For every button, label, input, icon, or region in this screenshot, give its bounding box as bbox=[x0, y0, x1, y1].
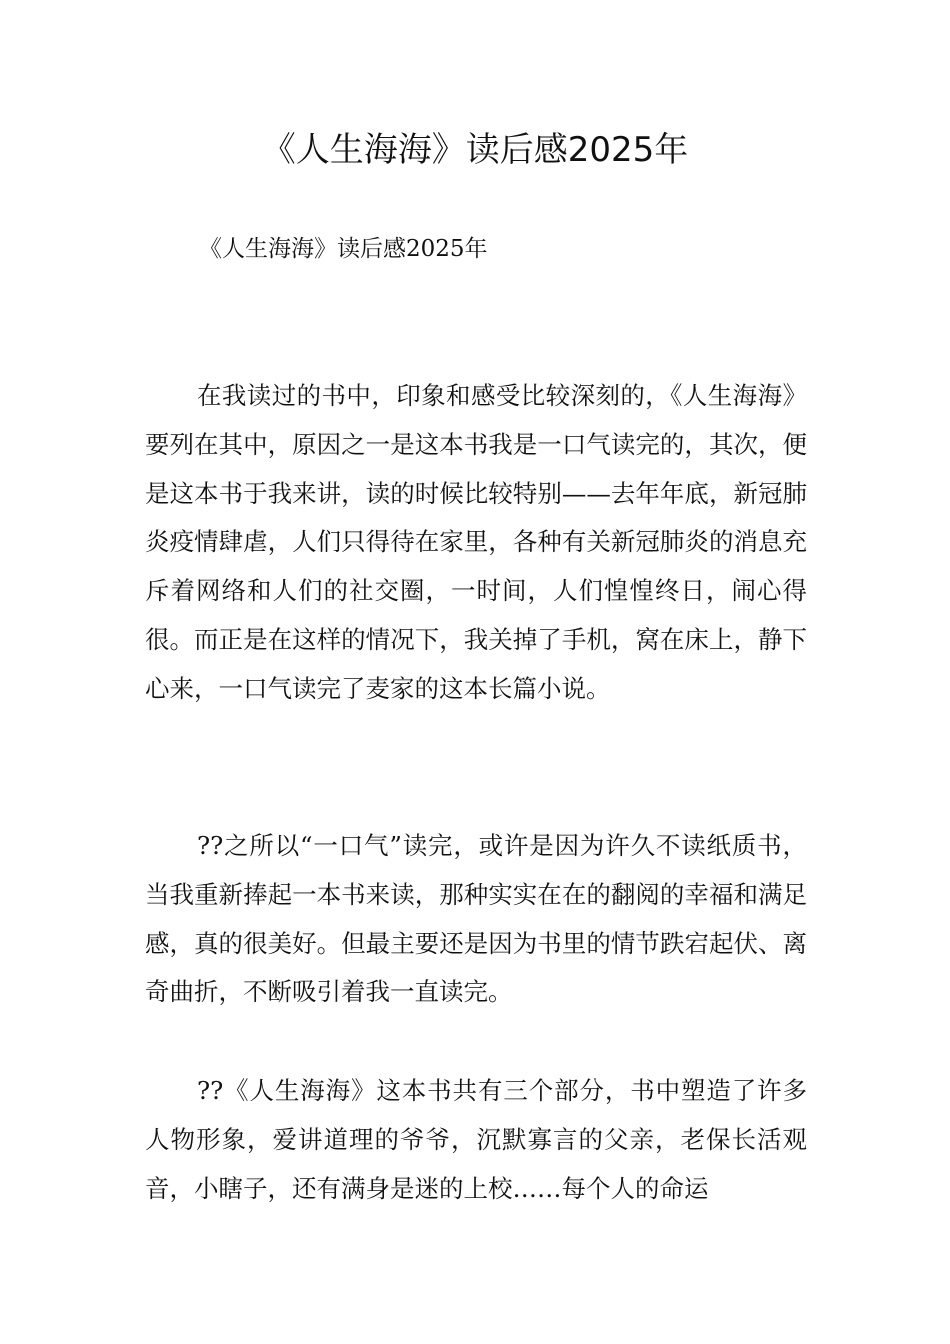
paragraph-3: ??《人生海海》这本书共有三个部分，书中塑造了许多人物形象，爱讲道理的爷爷，沉默寡言的父亲，老保长活观音，小瞎子，还有满身是迷的上校……每个人的命运 bbox=[145, 1076, 807, 1203]
paragraph-2: ??之所以“一口气”读完，或许是因为许久不读纸质书，当我重新捧起一本书来读，那种实实在在的翻阅的幸福和满足感，真的很美好。但最主要还是因为书里的情节跌宕起伏、离奇曲折，不断吸引着我一直读完。 bbox=[145, 831, 807, 1007]
document-title: 《人生海海》读后感2025年 bbox=[261, 130, 689, 170]
document-subtitle: 《人生海海》读后感2025年 bbox=[199, 236, 488, 262]
paragraph-1: 在我读过的书中，印象和感受比较深刻的，《人生海海》要列在其中，原因之一是这本书我是一口气读完的，其次，便是这本书于我来讲，读的时候比较特别——去年年底，新冠肺炎疫情肆虐，人们只得待在家里，各种有关新冠肺炎的消息充斥着网络和人们的社交圈，一时间，人们惶惶终日，闹心得很。而正是在这样的情况下，我关掉了手机，窝在床上，静下心来，一口气读完了麦家的这本长篇小说。 bbox=[145, 381, 807, 703]
